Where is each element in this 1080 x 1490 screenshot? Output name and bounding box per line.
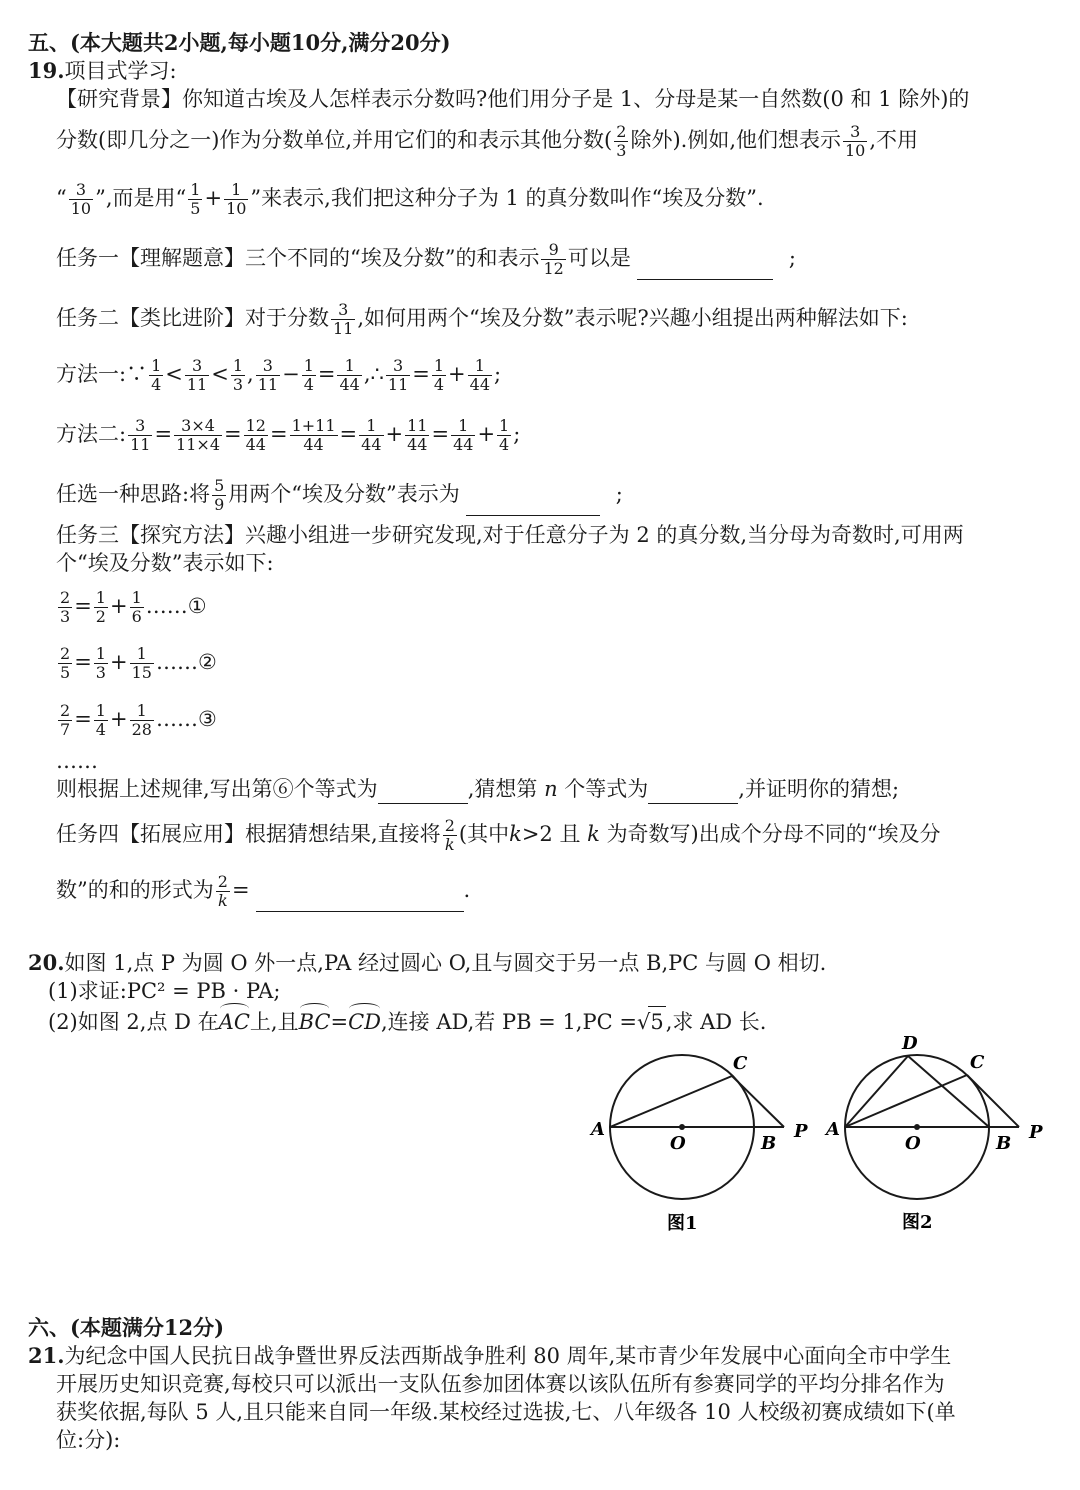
label-b: B xyxy=(761,1133,777,1154)
label-c: C xyxy=(733,1053,748,1074)
figure-2 xyxy=(820,1030,1060,1245)
label-b: B xyxy=(996,1133,1012,1154)
answer-blank[interactable] xyxy=(256,889,464,912)
center-point xyxy=(679,1124,685,1130)
label-p: P xyxy=(794,1121,808,1142)
q20-line-2: (1)求证:PC² = PB · PA; xyxy=(48,979,281,1003)
q21-line-3: 获奖依据,每队 5 人,且只能来自同一年级.某校经过选拔,七、八年级各 10 人校级初赛成绩如下(单 xyxy=(56,1400,956,1424)
task-3-line-2: 个“埃及分数”表示如下: xyxy=(56,551,274,575)
q20-line-3: (2)如图 2,点 D 在AC上,且BC=CD,连接 AD,若 PB = 1,PC =√5,求 AD 长. xyxy=(48,1006,766,1037)
line-cp xyxy=(732,1076,784,1127)
answer-blank[interactable] xyxy=(637,257,773,280)
label-o: O xyxy=(905,1133,921,1154)
q21-line-2: 开展历史知识竞赛,每校只可以派出一支队伍参加团体赛以该队伍所有参赛同学的平均分排名作为 xyxy=(56,1372,945,1396)
figure-1 xyxy=(585,1045,825,1245)
section-header: 五、(本大题共2小题,每小题10分,满分20分) xyxy=(28,30,451,55)
rule-line: 则根据上述规律,写出第⑥个等式为 ,猜想第 n 个等式为 ,并证明你的猜想; xyxy=(56,774,899,804)
task-1: 任务一【理解题意】三个不同的“埃及分数”的和表示 $\frac{9}{12}$ 可以是 ; xyxy=(56,240,796,278)
task-2: 任务二【类比进阶】对于分数 $\frac{3}{11}$ ,如何用两个“埃及分数”表示呢?兴趣小组提出两种解法如下: xyxy=(56,300,908,338)
line-ac xyxy=(610,1076,732,1127)
label-a: A xyxy=(826,1119,840,1140)
task-4-line-1: 任务四【拓展应用】根据猜想结果,直接将 $\frac{2}{k}$ (其中k>2 且 k 为奇数写)出成个分母不同的“埃及分 xyxy=(56,816,941,854)
fraction: $\frac{2}{3}$ xyxy=(616,122,627,160)
question-title: 19.项目式学习: xyxy=(28,58,177,83)
fraction: $\frac{5}{9}$ xyxy=(214,476,225,514)
equation-2: $\frac{2}{5}$ = $\frac{1}{3}$ + $\frac{1}{15}$ ……② xyxy=(60,644,217,682)
background-line-2: 分数(即几分之一)作为分数单位,并用它们的和表示其他分数( $\frac{2}{3}$ 除外).例如,他们想表示 $\frac{3}{10}$ ,不用 xyxy=(56,122,919,160)
fraction: $\frac{3}{10}$ xyxy=(70,180,92,218)
figure-caption: 图2 xyxy=(902,1212,933,1233)
task-4-line-2: 数”的和的形式为 $\frac{2}{k}$ = . xyxy=(56,872,471,910)
fraction: $\frac{2}{k}$ xyxy=(444,816,455,854)
section-header: 六、(本题满分12分) xyxy=(28,1315,225,1340)
equation-1: $\frac{2}{3}$ = $\frac{1}{2}$ + $\frac{1}{6}$ ……① xyxy=(60,588,207,626)
center-point xyxy=(914,1124,920,1130)
fraction: $\frac{2}{k}$ xyxy=(217,872,228,910)
label-c: C xyxy=(970,1052,985,1073)
background-line-1: 【研究背景】你知道古埃及人怎样表示分数吗?他们用分子是 1、分母是某一自然数(0 和 1 除外)的 xyxy=(56,87,970,111)
line-cp xyxy=(967,1075,1019,1127)
background-line-3: “ $\frac{3}{10}$ ”,而是用“ $\frac{1}{5}$ + $\frac{1}{10}$ ”来表示,我们把这种分子为 1 的真分数叫作“埃及分数”. xyxy=(56,180,764,218)
ellipsis: …… xyxy=(56,749,98,773)
label-d: D xyxy=(902,1033,918,1054)
line-ac xyxy=(845,1075,967,1127)
fraction: $\frac{3}{10}$ xyxy=(845,122,866,160)
label-p: P xyxy=(1029,1122,1043,1143)
label-o: O xyxy=(670,1133,686,1154)
q21-line-1: 21.为纪念中国人民抗日战争暨世界反法西斯战争胜利 80 周年,某市青少年发展中心面向全市中学生 xyxy=(28,1343,952,1368)
fraction: $\frac{9}{12}$ xyxy=(543,240,564,278)
label-a: A xyxy=(591,1119,605,1140)
task-3-line-1: 任务三【探究方法】兴趣小组进一步研究发现,对于任意分子为 2 的真分数,当分母为奇数时,可用两 xyxy=(56,523,964,547)
answer-blank[interactable] xyxy=(378,781,468,804)
q20-line-1: 20.如图 1,点 P 为圆 O 外一点,PA 经过圆心 O,且与圆交于另一点 B,PC 与圆 O 相切. xyxy=(28,950,827,975)
method-2: 方法二: $\frac{3}{11}$ = $\frac{3\times 4}{11\times 4}$ = $\frac{12}{44}$ = $\frac{1+11}{44}$ = $\frac{1}{44}$ + $\frac{11}{44}$ = $\frac{1}{44}$ + $\frac{1}{4}$ ; xyxy=(56,416,521,454)
answer-blank[interactable] xyxy=(648,781,738,804)
answer-blank[interactable] xyxy=(466,493,600,516)
fraction: $\frac{1}{10}$ xyxy=(226,180,247,218)
choose-method: 任选一种思路:将 $\frac{5}{9}$ 用两个“埃及分数”表示为 ; xyxy=(56,476,623,514)
q21-line-4: 位:分): xyxy=(56,1428,121,1452)
equation-3: $\frac{2}{7}$ = $\frac{1}{4}$ + $\frac{1}{28}$ ……③ xyxy=(60,701,217,739)
fraction: $\frac{1}{5}$ xyxy=(190,180,201,218)
figure-caption: 图1 xyxy=(667,1213,698,1234)
method-1: 方法一:∵ $\frac{1}{4}$ < $\frac{3}{11}$ < $\frac{1}{3}$ , $\frac{3}{11}$ − $\frac{1}{4}$ = $\frac{1}{44}$ ,∴ $\frac{3}{11}$ = $\frac{1}{4}$ + $\frac{1}{44}$ ; xyxy=(56,356,502,394)
fraction: $\frac{3}{11}$ xyxy=(333,300,354,338)
